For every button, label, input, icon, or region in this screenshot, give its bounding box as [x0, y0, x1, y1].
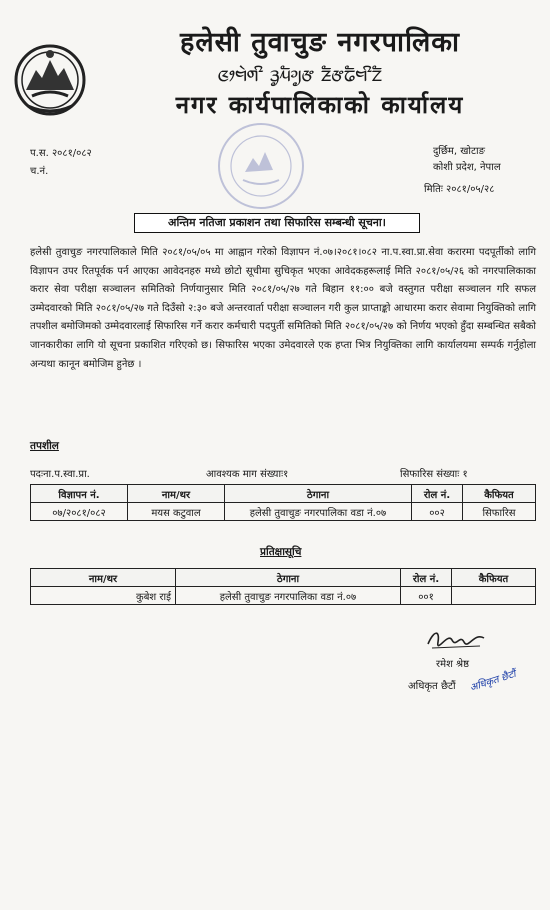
details-label: तपशील: [30, 440, 59, 452]
address-line1: दुर्छिम, खोटाङ: [433, 146, 486, 157]
table-cell: सिफारिस: [463, 503, 536, 521]
table-row: [31, 587, 536, 605]
notice-title: अन्तिम नतिजा प्रकाशन तथा सिफारिस सम्बन्धी सूचना।: [134, 213, 420, 233]
table-cell: हलेसी तुवाचुङ नगरपालिका वडा नं.०७: [176, 587, 401, 605]
official-stamp: अधिकृत छैटौं: [468, 668, 518, 694]
table-cell: ००१: [401, 587, 452, 605]
table-cell: ०७/२०८१/०८२: [31, 503, 128, 521]
letter-number: प.स. २०८१/०८२: [30, 148, 92, 159]
notice-body: हलेसी तुवाचुङ नगरपालिकाले मिति २०८१/०५/०५ मा आह्वान गरेको विज्ञापन नं.०७।२०८१।०८२ ना.प.स्वा.प्रा.सेवा करारमा पदपूर्तीको लागि विज्ञापन उपर रितपूर्वक पर्न आएका आवेदनहरु मध्ये छोटो सूचीमा सुचिकृत भएका आवेदकहरूलाई मिति २०८१/०५/२६ को नगरपालिकाका करार सेवा परीक्षा सञ्चालन समितिको निर्णयानुसार मिति २०८१/०५/२७ गते बिहान ११:०० बजे वस्तुगत परीक्षा सञ्चालन गरि सफल उम्मेदवारको मिति २०८१/०५/२७ गते दिउँसो २:३० बजे अन्तरवार्ता परीक्षा सञ्चालन गरी कुल प्राप्ताङ्को आधारमा करार सेवामा नियुक्तिको लागि तपशील बमोजिमको उम्मेदवारलाई सिफारिस गर्ने करार कर्मचारी पदपुर्ती समितिको मिति २०८१/०५/२७ को निर्णय भएको हुँदा सम्बन्धित सबैको जानकारीका लागि यो सूचना प्रकाशित गरिएको छ। सिफारिस भएका उमेदवारले एक हप्ता भित्र नियुक्तिका लागि कार्यालयमा सम्पर्क गर्नुहोला अन्यथा कानून बमोजिम हुनेछ ।: [30, 247, 536, 370]
table-header-row: [31, 569, 536, 587]
municipality-name: हलेसी तुवाचुङ नगरपालिका: [179, 27, 460, 58]
table-cell: हलेसी तुवाचुङ नगरपालिका वडा नं.०७: [225, 503, 412, 521]
signatory-title: अधिकृत छैटौं: [408, 681, 456, 692]
nepal-emblem-icon: [12, 40, 88, 120]
column-header: रोल नं.: [412, 485, 463, 503]
waitlist-table: [30, 568, 536, 605]
municipality-seal-icon: [215, 120, 307, 212]
column-header: विज्ञापन नं.: [31, 485, 128, 503]
office-name: नगर कार्यपालिकाको कार्यालय: [175, 90, 465, 119]
column-header: नाम/थर: [31, 569, 176, 587]
table-cell: मयस कटुवाल: [128, 503, 225, 521]
table-cell: [452, 587, 536, 605]
column-header: कैफियत: [452, 569, 536, 587]
table-cell: कुबेश राई: [31, 587, 176, 605]
selected-candidates-table: [30, 484, 536, 521]
column-header: कैफियत: [463, 485, 536, 503]
waitlist-label: प्रतिक्षासूचि: [260, 546, 302, 558]
notice-date: मितिः २०८१/०५/२८: [424, 184, 495, 195]
post-name: पदःना.प.स्वा.प्रा.: [30, 469, 90, 480]
signature-icon: [426, 626, 486, 652]
demand-count: आवश्यक माग संख्याः१: [206, 469, 289, 480]
signatory-name: रमेश श्रेष्ठ: [436, 659, 470, 670]
column-header: रोल नं.: [401, 569, 452, 587]
table-row: [31, 503, 536, 521]
recommended-count: सिफारिस संख्याः १: [400, 469, 468, 480]
column-header: ठेगाना: [176, 569, 401, 587]
address-line2: कोशी प्रदेश, नेपाल: [433, 162, 501, 173]
table-header-row: [31, 485, 536, 503]
dispatch-number: च.नं.: [30, 166, 49, 177]
column-header: नाम/थर: [128, 485, 225, 503]
municipality-name-limbu: ᤜᤣᤗᤧᤛᤡ ᤋᤢᤘᤠᤆᤢᤅ ᤏᤠᤅᤒᤠᤗᤡᤁᤠ: [217, 62, 383, 87]
column-header: ठेगाना: [225, 485, 412, 503]
table-cell: ००२: [412, 503, 463, 521]
